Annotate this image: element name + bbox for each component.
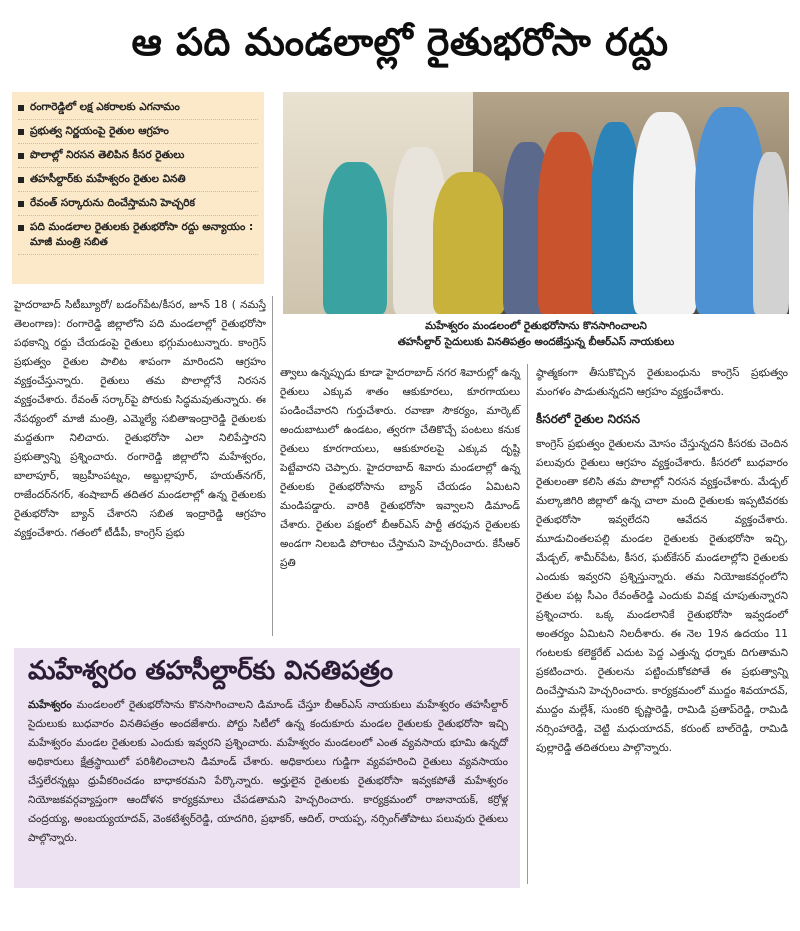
article-column-1 xyxy=(14,296,266,543)
photo-person xyxy=(433,172,505,314)
caption-line: తహసీల్దార్ సైదులుకు వినతిపత్రం అందజేస్తున్న బీఆర్ఎస్ నాయకులు xyxy=(397,336,675,348)
sidebar-story-lead: మహేశ్వరం xyxy=(28,699,72,711)
photo-caption xyxy=(283,318,789,350)
photo-person xyxy=(538,132,596,314)
photo-person xyxy=(323,162,387,314)
highlight-item: ప్రభుత్వ నిర్ణయంపై రైతుల ఆగ్రహం xyxy=(18,120,258,144)
section-subhead: కీసరలో రైతుల నిరసన xyxy=(536,412,641,426)
sidebar-story-text: మండలంలో రైతుభరోసాను కొనసాగించాలని డిమాండ్ చేస్తూ బీఆర్ఎస్ నాయకులు మహేశ్వరం తహసీల్దార్ సైదులుకు బుధవారం వినతిపత్రం అందజేశారు. పోర్టు సిటీలో ఉన్న కందుకూరు మండల రైతులకు రైతుభరోసా ఇచ్చి మహేశ్వరం మండల రైతులకు ఎందుకు ఇవ్వరని ప్రశ్నించారు. మహేశ్వరం మండలంలో ఎంత వ్యవసాయ భూమి ఉన్నదో అధికారులు క్షేత్రస్థాయిలో పరిశీలించాలని డిమాండ్ చేశారు. అధికారులు గుడ్డిగా వ్యవహరించి రైతులు వ్యవసాయం చేస్తలేరన్నట్లు ధ్రువీకరించడం బాధాకరమని పేర్కొన్నారు. అర్హులైన రైతులకు రైతుభరోసా ఇవ్వకపోతే మహేశ్వరం నియోజకవర్గవ్యాప్తంగా ఆందోళన కార్యక్రమాలు చేపడతామని హెచ్చరించారు. కార్యక్రమంలో రాజునాయక్, కర్రోళ్ల చంద్రయ్య, అంబయ్యయాదవ్, వెంకటేశ్వర్‌రెడ్డి, యాదగిరి, ప్రభాకర్, ఆదిల్, రాయప్ప, నర్సింగ్‌తోపాటు పలువురు రైతులు పాల్గొన్నారు. xyxy=(28,699,508,844)
highlight-item: తహసీల్దార్‌కు మహేశ్వరం రైతుల వినతి xyxy=(18,168,258,192)
highlight-item: పది మండలాల రైతులకు రైతుభరోసా రద్దు అన్యాయం : మాజీ మంత్రి సబిత xyxy=(18,216,258,255)
highlight-item: రంగారెడ్డిలో లక్ష ఎకరాలకు ఎగనామం xyxy=(18,96,258,120)
column-divider xyxy=(527,364,528,884)
article-column-3 xyxy=(536,364,788,758)
news-photo xyxy=(283,92,789,314)
article-paragraph: ష్ఠాత్మకంగా తీసుకొచ్చిన రైతుబంధును కాంగ్రెస్ ప్రభుత్వం మంగళం పాడుతున్నదని ఆగ్రహం వ్యక్తంచేశారు. xyxy=(536,367,788,398)
article-paragraph: హైదరాబాద్ సిటీబ్యూరో/ బడంగ్‌పేట/కీసర, జూన్ 18 ( నమస్తే తెలంగాణ): రంగారెడ్డి జిల్లాలోని పది మండలాల్లో రైతుభరోసా పథకాన్ని రద్దు చేయడంపై రైతులు భగ్గుమంటున్నారు. కాంగ్రెస్ ప్రభుత్వం రైతుల పాలిట శాపంగా మారిందని ఆగ్రహం వ్యక్తంచేస్తున్నారు. రైతులు తమ పొలాల్లోనే నిరసన వ్యక్తంచేశారు. రేవంత్ సర్కార్‌పై పోరుకు సిద్ధమవుతున్నారు. ఈ నేపథ్యంలో మాజీ మంత్రి, ఎమ్మెల్యే సబితాఇంద్రారెడ్డి రైతులకు మద్దతుగా నిలిచారు. రైతుభరోసా ఎలా నిలిపేస్తారని ప్రభుత్వాన్ని ప్రశ్నించారు. రంగారెడ్డి జిల్లాలోని మహేశ్వరం, బాలాపూర్, ఇబ్రహీంపట్నం, అబ్దుల్లాపూర్, హయత్‌నగర్, రాజేందర్‌నగర్, శంషాబాద్ తదితర మండలాల్లో ఉన్న రైతులకు రైతుభరోసా బ్యాన్ చేశారని సబిత ఇంద్రారెడ్డి ఆగ్రహం వ్యక్తంచేశారు. గతంలో టీడీపీ, కాంగ్రెస్ ప్రభు xyxy=(14,299,266,539)
sidebar-story-box xyxy=(14,648,520,888)
sidebar-story-body xyxy=(28,696,508,848)
photo-person xyxy=(753,152,789,314)
highlight-item: రేవంత్ సర్కారును దించేస్తామని హెచ్చరిక xyxy=(18,192,258,216)
sidebar-story-title: మహేశ్వరం తహసీల్దార్‌కు వినతిపత్రం xyxy=(28,656,394,686)
headline: ఆ పది మండలాల్లో రైతుభరోసా రద్దు xyxy=(131,20,669,64)
column-divider xyxy=(272,296,273,636)
article-column-2 xyxy=(280,364,520,573)
photo-person xyxy=(633,112,697,314)
highlights-list xyxy=(12,92,264,255)
caption-line: మహేశ్వరం మండలంలో రైతుభరోసాను కొనసాగించాలని xyxy=(425,320,647,332)
article-paragraph: కాంగ్రెస్ ప్రభుత్వం రైతులను మోసం చేస్తున్నదని కీసరకు చెందిన పలువురు రైతులు ఆగ్రహం వ్యక్తంచేశారు. కీసరలో బుధవారం రైతులంతా కలిసి తమ పొలాల్లో నిరసన వ్యక్తంచేశారు. మేడ్చల్ మల్కాజిగిరి జిల్లాలో ఉన్న చాలా మంది రైతులకు ఇప్పటివరకు రైతుభరోసా ఇవ్వలేదని ఆవేదన వ్యక్తంచేశారు. మూడుచింతలపల్లి మండల రైతులకు రైతుభరోసా ఇచ్చి, మేడ్చల్, శామీర్‌పేట, కీసర, ఘట్‌కేసర్ మండలాల్లోని రైతులకు ఎందుకు ఇవ్వరని ప్రశ్నిస్తున్నారు. తమ నియోజకవర్గంలోని రైతుల పట్ల సీఎం రేవంత్‌రెడ్డి ఎందుకు వివక్ష చూపుతున్నారని ప్రశ్నించారు. ఒక్క మండలానికే రైతుభరోసా ఇవ్వడంలో అంతర్యం ఏమిటని నిలదీశారు. ఈ నెల 19న ఉదయం 11 గంటలకు కలెక్టరేట్ ఎదుట పెద్ద ఎత్తున్న ధర్నాకు దిగుతామని ప్రకటించారు. రైతులను పట్టించుకోకపోతే ఈ ప్రభుత్వాన్ని దించేస్తామని హెచ్చరించారు. కార్యక్రమంలో ముద్దం శివయాదవ్, ముద్దం మల్లేశ్, సుంకరి కృష్ణారెడ్డి, రామిడి ప్రతాప్‌రెడ్డి, రామిడి నర్సింహారెడ్డి, చెట్టి మధుయాదవ్, కరుంట్ బాల్‌రెడ్డి, రామిడి పుల్లారెడ్డి తదితరులు పాల్గొన్నారు. xyxy=(536,438,788,754)
highlight-item: పొలాల్లో నిరసన తెలిపిన కీసర రైతులు xyxy=(18,144,258,168)
article-paragraph: త్వాలు ఉన్నప్పుడు కూడా హైదరాబాద్ నగర శివారుల్లో ఉన్న రైతులు ఎక్కువ శాతం ఆకుకూరలు, కూరగాయలు పండించేవారని గుర్తుచేశారు. రవాణా సౌకర్యం, మార్కెట్ అందుబాటులో ఉండటం, త్వరగా చేతికొచ్చే పంటలు కనుక రైతులు కూరగాయలు, ఆకుకూరలపై ఎక్కువ దృష్టి పెట్టేవారని చెప్పారు. హైదరాబాద్ శివారు మండలాల్లో ఉన్న రైతులకు రైతుభరోసాను బ్యాన్ చేయడం ఏమిటని మండిపడ్డారు. వారికి రైతుభరోసా ఇవ్వాలని డిమాండ్ చేశారు. రైతుల పక్షంలో బీఆర్ఎస్ పార్టీ తరఫున రైతులకు అండగా నిలబడి పోరాటం చేస్తామని హెచ్చరించారు. కేసీఆర్ ప్రతి xyxy=(280,367,520,569)
highlights-box xyxy=(12,92,264,284)
